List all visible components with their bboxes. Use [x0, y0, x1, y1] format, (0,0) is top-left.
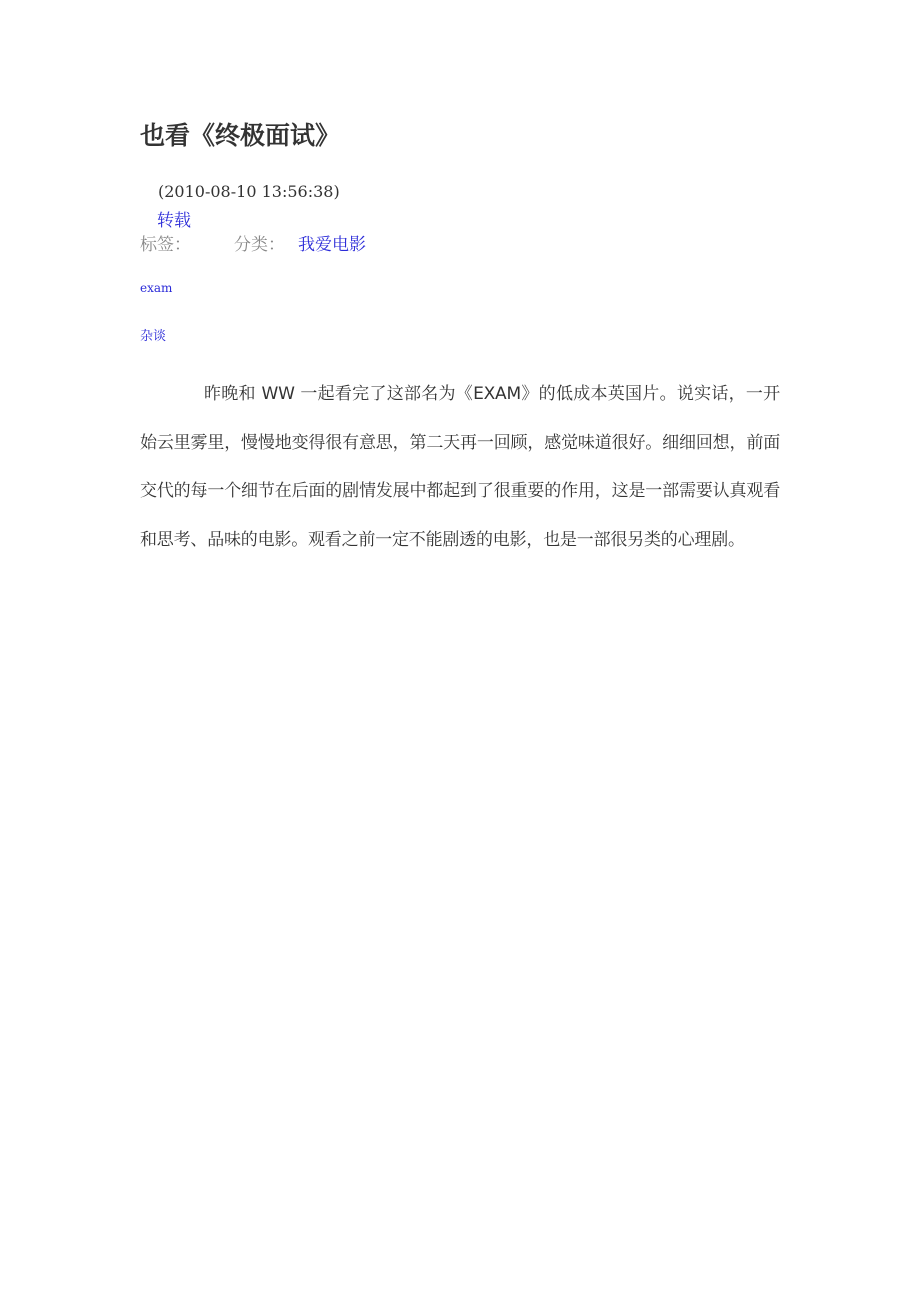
category-label: 分类： — [234, 235, 285, 255]
meta-row — [140, 230, 366, 255]
tags-label: 标签： — [140, 235, 191, 255]
article-title: 也看《终极面试》 — [140, 121, 341, 150]
tag-link-exam[interactable]: exam — [140, 281, 173, 295]
category-link[interactable]: 我爱电影 — [298, 235, 366, 255]
post-timestamp: (2010-08-10 13:56:38) — [158, 182, 340, 201]
article-body: 昨晚和 WW 一起看完了这部名为《EXAM》的低成本英国片。说实话，一开始云里雾里，慢慢地变得很有意思，第二天再一回顾，感觉味道很好。细细回想，前面交代的每一个细节在后面的剧情发展中都起到了很重要的作用，这是一部需要认真观看和思考、品味的电影。观看之前一定不能剧透的电影，也是一部很另类的心理剧。 — [140, 384, 780, 550]
tag-link-zatan[interactable]: 杂谈 — [140, 329, 167, 344]
repost-link[interactable]: 转载 — [157, 211, 191, 231]
